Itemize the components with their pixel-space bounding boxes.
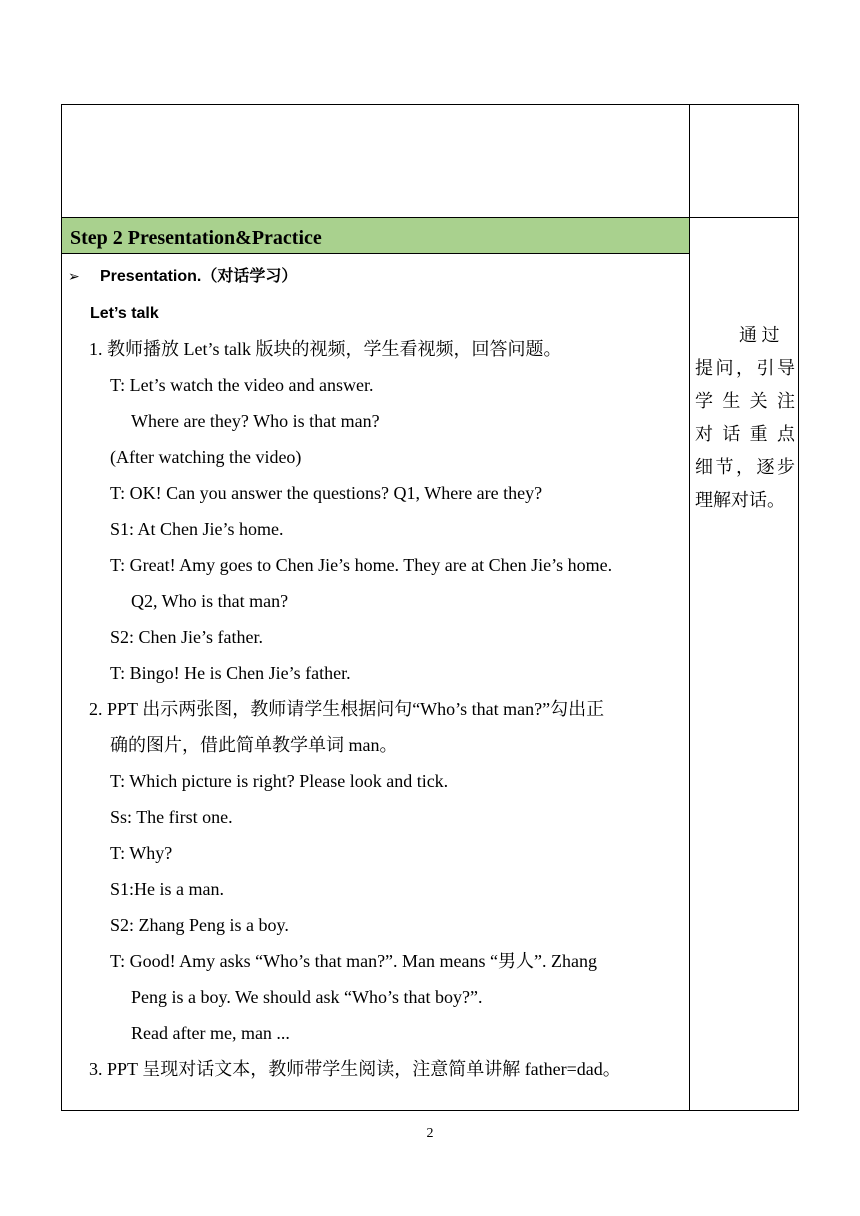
side-note bbox=[695, 319, 795, 517]
text-line: Ss: The first one. bbox=[110, 807, 233, 827]
text-line: 1. 教师播放 Let’s talk 版块的视频，学生看视频，回答问题。 bbox=[89, 339, 562, 359]
text-line: Read after me, man ... bbox=[131, 1023, 290, 1043]
text-line: S2: Zhang Peng is a boy. bbox=[110, 915, 289, 935]
text-line: T: Let’s watch the video and answer. bbox=[110, 375, 374, 395]
side-note-line: 理解对话。 bbox=[695, 490, 785, 510]
side-note-line: 细节，逐步 bbox=[695, 457, 795, 477]
side-note-line: 通 过 bbox=[739, 325, 780, 345]
text-line: T: Great! Amy goes to Chen Jie’s home. They are at Chen Jie’s home. bbox=[110, 555, 613, 575]
text-line: (After watching the video) bbox=[110, 447, 302, 467]
side-note-line: 对话重点 bbox=[695, 424, 795, 444]
presentation-heading: Presentation.（对话学习） bbox=[100, 268, 298, 285]
text-line: S2: Chen Jie’s father. bbox=[110, 627, 263, 647]
text-line: T: Why? bbox=[110, 843, 173, 863]
text-line: S1: At Chen Jie’s home. bbox=[110, 519, 284, 539]
text-line: T: Which picture is right? Please look and tick. bbox=[110, 771, 449, 791]
arrow-bullet-icon: ➢ bbox=[68, 269, 80, 285]
text-line: T: Bingo! He is Chen Jie’s father. bbox=[110, 663, 351, 683]
section-heading: Let’s talk bbox=[90, 305, 159, 322]
side-note-line: 学生关注 bbox=[695, 391, 795, 411]
page-number: 2 bbox=[426, 1126, 434, 1141]
step-title: Step 2 Presentation&Practice bbox=[70, 227, 322, 249]
text-line: S1:He is a man. bbox=[110, 879, 224, 899]
text-line: 3. PPT 呈现对话文本，教师带学生阅读，注意简单讲解 father=dad。 bbox=[89, 1059, 621, 1079]
text-line: T: OK! Can you answer the questions? Q1, Where are they? bbox=[110, 483, 543, 503]
text-line: Peng is a boy. We should ask “Who’s that boy?”. bbox=[131, 987, 483, 1007]
text-line: Where are they? Who is that man? bbox=[131, 411, 380, 431]
text-line: 确的图片，借此简单教学单词 man。 bbox=[110, 735, 398, 755]
text-line: T: Good! Amy asks “Who’s that man?”. Man means “男人”. Zhang bbox=[110, 951, 597, 971]
text-line: Q2, Who is that man? bbox=[131, 591, 289, 611]
step-header bbox=[62, 218, 689, 254]
side-note-line: 提问，引导 bbox=[695, 358, 795, 378]
lesson-plan-table bbox=[61, 104, 799, 1111]
column-divider bbox=[689, 105, 690, 1110]
text-line: 2. PPT 出示两张图，教师请学生根据问句“Who’s that man?”勾出正 bbox=[89, 699, 605, 719]
